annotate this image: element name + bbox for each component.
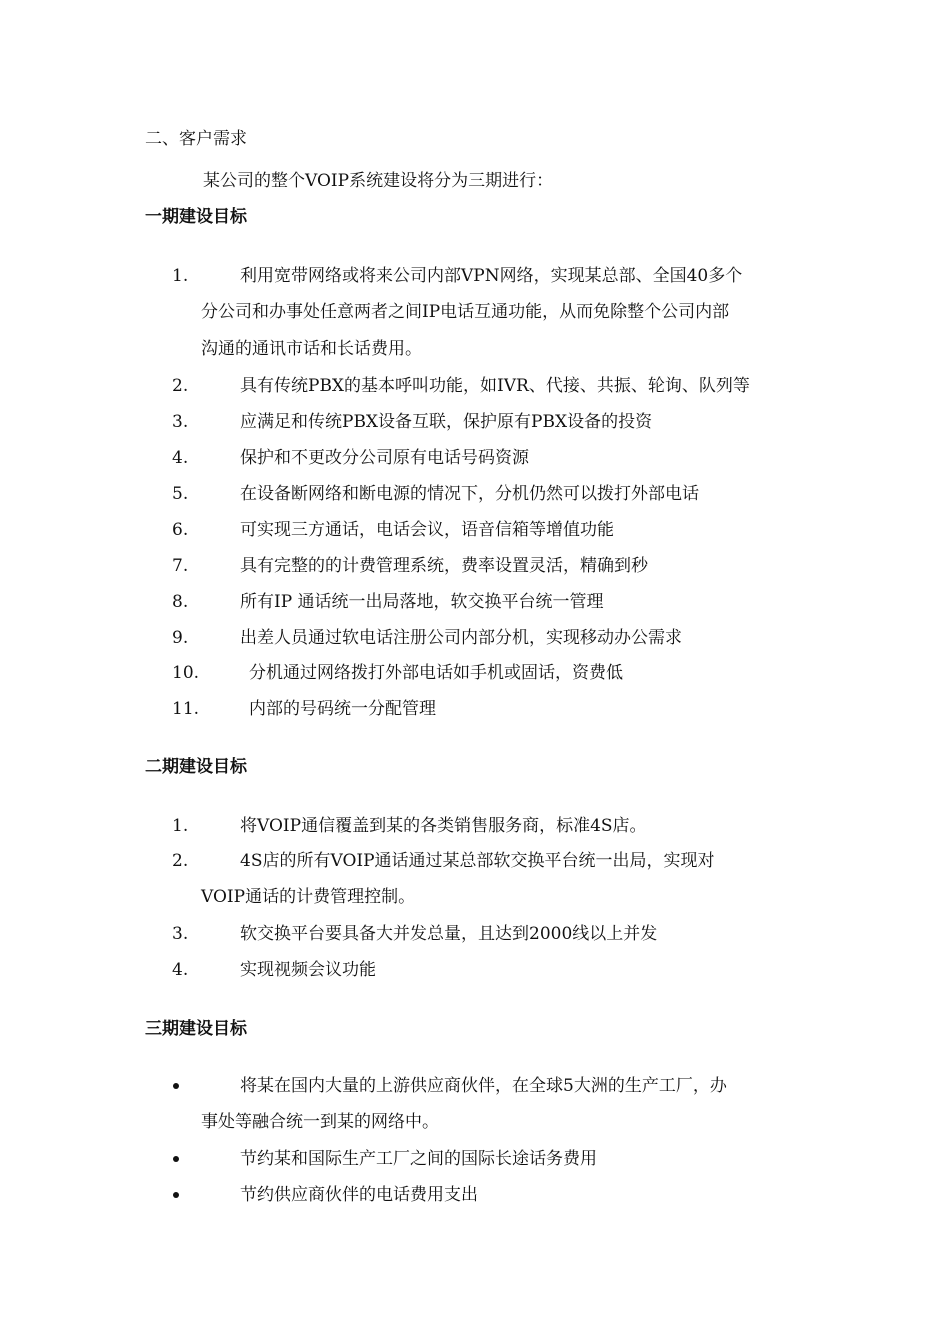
phase1-item-11-text: 内部的号码统一分配管理 [249, 699, 436, 719]
phase1-item-11-number: 11. [172, 699, 200, 719]
bullet-icon [173, 1156, 179, 1162]
intro-paragraph: 某公司的整个VOIP系统建设将分为三期进行： [203, 171, 554, 191]
phase2-title: 二期建设目标 [145, 757, 247, 777]
phase2-item-1-text: 将VOIP通信覆盖到某的各类销售服务商，标准4S店。 [240, 816, 647, 836]
phase2-item-4-text: 实现视频会议功能 [240, 960, 376, 980]
phase2-item-3-text: 软交换平台要具备大并发总量，且达到2000线以上并发 [240, 924, 658, 944]
phase3-item-2-text: 节约某和国际生产工厂之间的国际长途话务费用 [240, 1149, 597, 1169]
phase1-item-1-number: 1. [172, 266, 189, 286]
phase1-item-2-number: 2. [172, 376, 189, 396]
phase3-item-1-line-2: 事处等融合统一到某的网络中。 [201, 1112, 439, 1132]
phase1-item-1-line-3: 沟通的通讯市话和长话费用。 [201, 339, 422, 359]
phase1-item-9-text: 出差人员通过软电话注册公司内部分机，实现移动办公需求 [240, 628, 682, 648]
phase1-item-3-number: 3. [172, 412, 189, 432]
phase1-item-7-number: 7. [172, 556, 189, 576]
phase1-item-6-number: 6. [172, 520, 189, 540]
phase1-item-9-number: 9. [172, 628, 189, 648]
phase1-item-10-text: 分机通过网络拨打外部电话如手机或固话，资费低 [249, 663, 623, 683]
phase1-item-1-line-1: 利用宽带网络或将来公司内部VPN网络，实现某总部、全国40多个 [240, 266, 743, 286]
phase1-item-7-text: 具有完整的的计费管理系统，费率设置灵活，精确到秒 [240, 556, 648, 576]
phase1-item-4-number: 4. [172, 448, 189, 468]
phase1-item-5-text: 在设备断网络和断电源的情况下，分机仍然可以拨打外部电话 [240, 484, 699, 504]
phase2-item-1-number: 1. [172, 816, 189, 836]
phase1-title: 一期建设目标 [145, 207, 247, 227]
phase1-item-1-line-2: 分公司和办事处任意两者之间IP电话互通功能，从而免除整个公司内部 [201, 302, 730, 322]
phase2-item-2-number: 2. [172, 851, 189, 871]
section-heading: 二、客户需求 [145, 129, 247, 149]
phase3-item-1-line-1: 将某在国内大量的上游供应商伙伴，在全球5大洲的生产工厂，办 [240, 1076, 727, 1096]
phase1-item-10-number: 10. [172, 663, 200, 683]
phase3-item-3-text: 节约供应商伙伴的电话费用支出 [240, 1185, 478, 1205]
phase2-item-2-line-1: 4S店的所有VOIP通话通过某总部软交换平台统一出局，实现对 [240, 851, 715, 871]
phase1-item-3-text: 应满足和传统PBX设备互联，保护原有PBX设备的投资 [240, 412, 653, 432]
phase1-item-8-number: 8. [172, 592, 189, 612]
phase2-item-2-line-2: VOIP通话的计费管理控制。 [201, 887, 416, 907]
phase3-title: 三期建设目标 [145, 1019, 247, 1039]
phase1-item-6-text: 可实现三方通话，电话会议，语音信箱等增值功能 [240, 520, 614, 540]
phase2-item-3-number: 3. [172, 924, 189, 944]
phase1-item-5-number: 5. [172, 484, 189, 504]
phase2-item-4-number: 4. [172, 960, 189, 980]
phase1-item-4-text: 保护和不更改分公司原有电话号码资源 [240, 448, 529, 468]
phase1-item-2-text: 具有传统PBX的基本呼叫功能，如IVR、代接、共振、轮询、队列等 [240, 376, 750, 396]
phase1-item-8-text: 所有IP 通话统一出局落地，软交换平台统一管理 [240, 592, 604, 612]
bullet-icon [173, 1192, 179, 1198]
bullet-icon [173, 1083, 179, 1089]
